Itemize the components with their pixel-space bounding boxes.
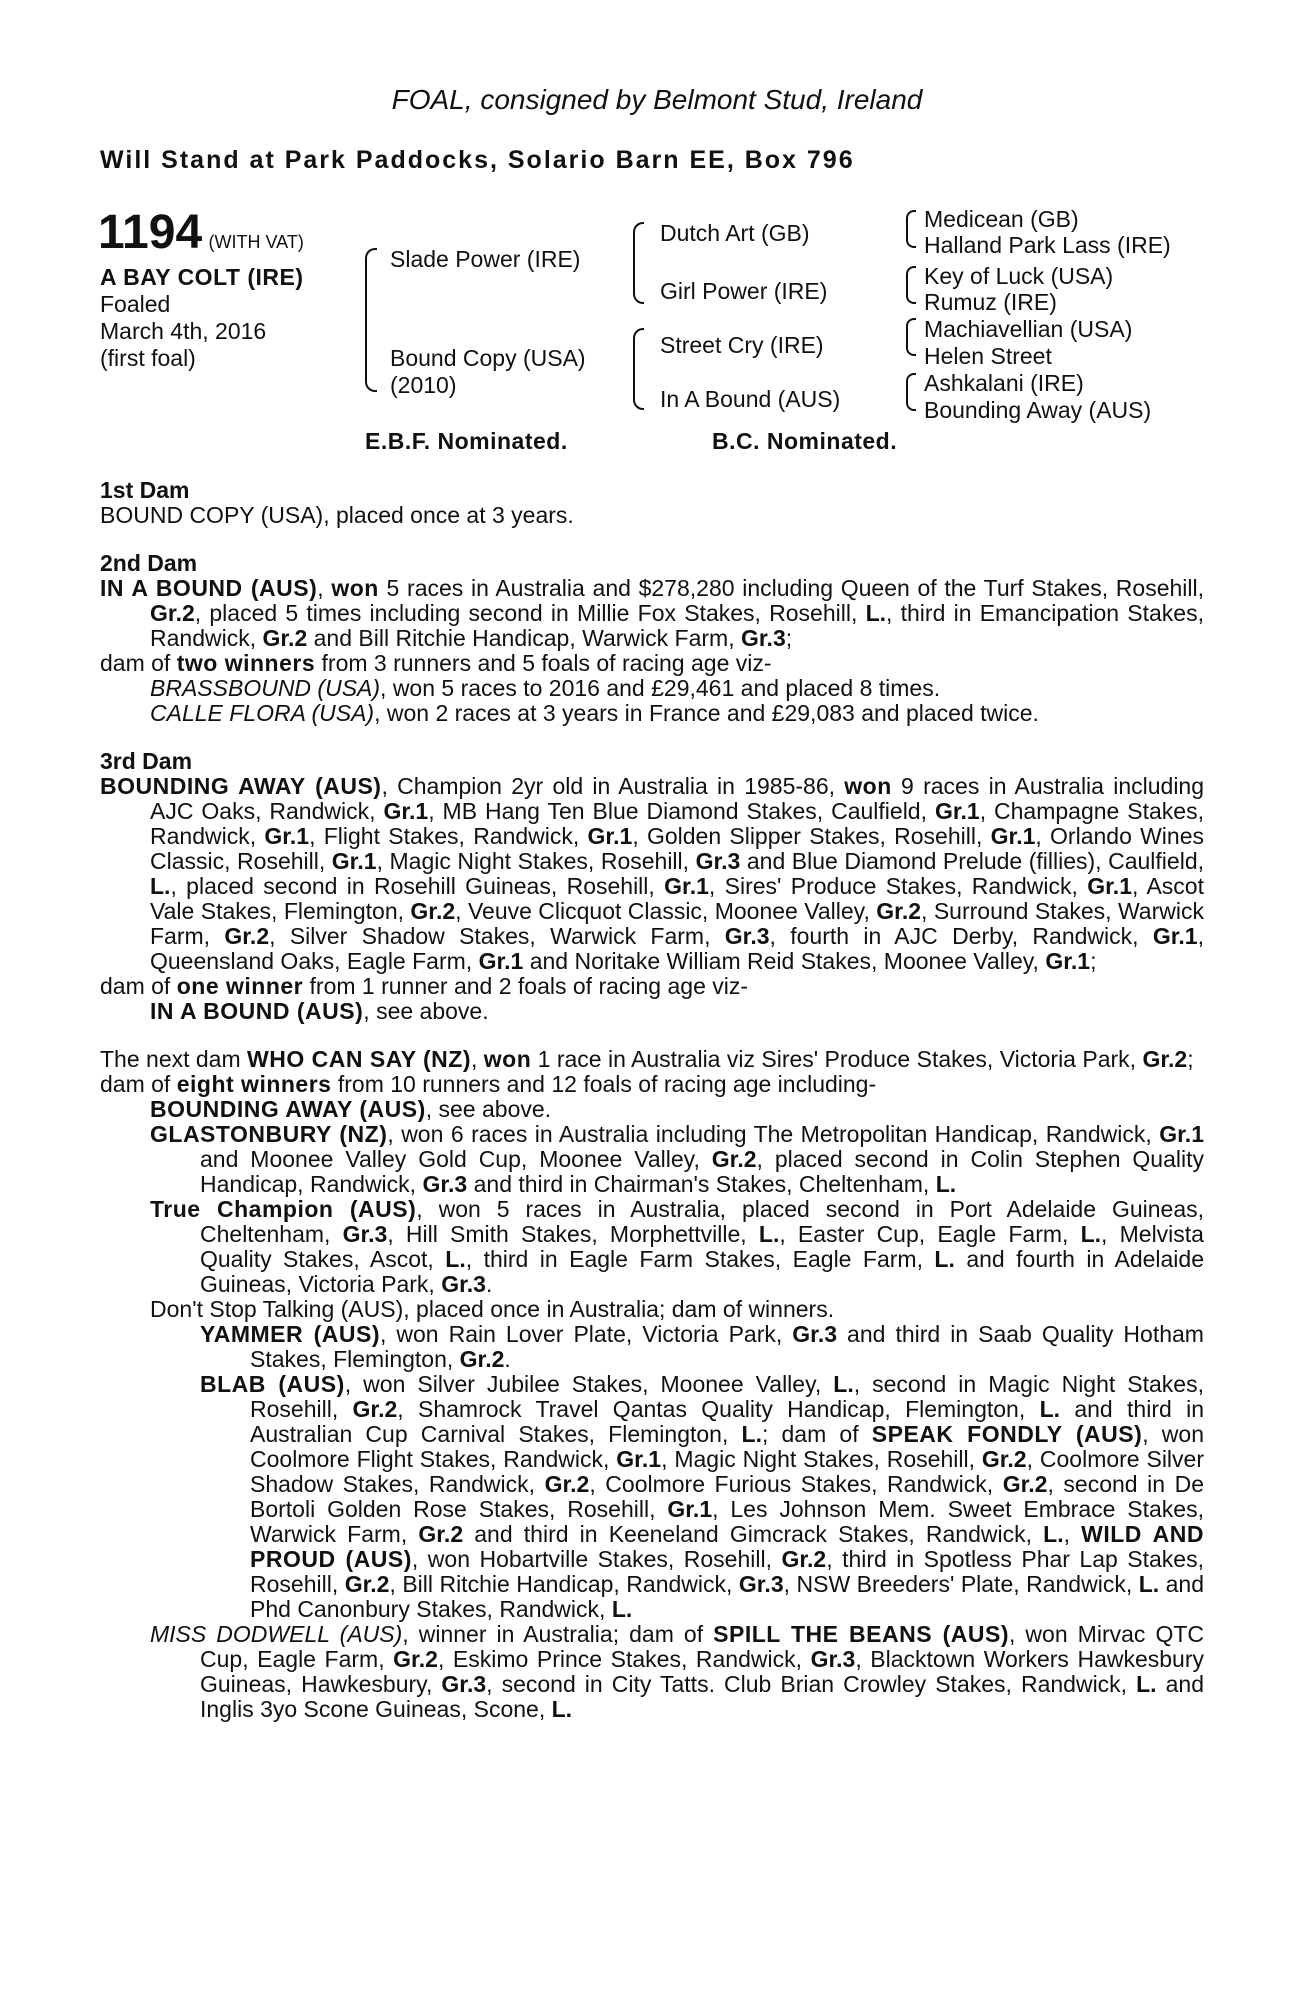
grade: Gr.2: [410, 898, 456, 924]
grade: Gr.2: [781, 1546, 827, 1572]
text: , placed second in Rosehill Guineas, Rosehill,: [170, 873, 665, 899]
text: ,: [1063, 1521, 1082, 1547]
grade: Gr.1: [1159, 1121, 1204, 1147]
text: , Flight Stakes, Randwick,: [309, 823, 588, 849]
first-dam-text: BOUND COPY (USA), placed once at 3 years.: [100, 502, 574, 528]
next-dam-entry: [100, 1047, 1204, 1072]
lot-number: 1194: [98, 206, 203, 259]
won-label: won: [331, 575, 379, 601]
progeny-name: BLAB (AUS): [200, 1371, 345, 1397]
progeny-name: BRASSBOUND (USA): [150, 675, 381, 701]
grade: L.: [935, 1171, 957, 1197]
progeny-name: GLASTONBURY (NZ): [150, 1121, 388, 1147]
lot-title: A BAY COLT (IRE): [100, 264, 304, 290]
text: ;: [1090, 948, 1097, 974]
progeny-entry: [100, 1622, 1204, 1722]
ggp-3: Key of Luck (USA): [924, 263, 1114, 289]
text: , third in Eagle Farm Stakes, Eagle Farm,: [465, 1246, 935, 1272]
grade: Gr.2: [1002, 1471, 1048, 1497]
text: ,: [470, 1046, 484, 1072]
ggp-5: Machiavellian (USA): [924, 316, 1133, 342]
grade: Gr.3: [724, 923, 770, 949]
grade: Gr.1: [990, 823, 1036, 849]
grade: L.: [758, 1221, 780, 1247]
text: , Queensland Oaks, Eagle Farm,: [150, 923, 1204, 974]
text: and Moonee Valley Gold Cup, Moonee Valley,: [200, 1146, 712, 1172]
text: .: [485, 1271, 493, 1297]
progeny-name: CALLE FLORA (USA): [150, 700, 375, 726]
next-dam-name: WHO CAN SAY (NZ): [247, 1046, 471, 1072]
grade: Gr.1: [1152, 923, 1198, 949]
text: and third in Australian Cup Carnival Stakes, Flemington,: [250, 1396, 1204, 1447]
pedigree-brace-main: [365, 248, 377, 392]
grade: Gr.2: [352, 1396, 398, 1422]
grade: Gr.1: [383, 798, 429, 824]
text: and Blue Diamond Prelude (fillies), Caulfield,: [740, 848, 1204, 874]
grade: Gr.3: [738, 1571, 784, 1597]
grade: Gr.3: [342, 1221, 388, 1247]
progeny-entry: [100, 1197, 1204, 1297]
third-dam-entry: [100, 774, 1204, 974]
text: .: [504, 1346, 511, 1372]
text: , second in De Bortoli Golden Rose Stakes, Rosehill,: [250, 1471, 1204, 1522]
text: , fourth in AJC Derby, Randwick,: [769, 923, 1153, 949]
text: , Veuve Clicquot Classic, Moonee Valley,: [455, 898, 877, 924]
text: , Coolmore Furious Stakes, Randwick,: [589, 1471, 1003, 1497]
text: , Magic Night Stakes, Rosehill,: [661, 1446, 982, 1472]
text: , see above.: [363, 998, 489, 1024]
text: The next dam: [100, 1046, 248, 1072]
text: , MB Hang Ten Blue Diamond Stakes, Caulfield,: [428, 798, 935, 824]
ebf-nominated: E.B.F. Nominated.: [365, 428, 568, 454]
third-dam-heading: 3rd Dam: [100, 748, 193, 774]
progeny-entry: [100, 1122, 1204, 1197]
progeny-name: YAMMER (AUS): [200, 1321, 380, 1347]
text: and Bill Ritchie Handicap, Warwick Farm,: [307, 625, 741, 651]
text: , won 5 races in Australia, placed second in Port Adelaide Guineas, Cheltenham,: [200, 1196, 1204, 1247]
grade: Gr.1: [587, 823, 633, 849]
text: and fourth in Adelaide Guineas, Victoria Park,: [200, 1246, 1205, 1297]
progeny-name: True Champion (AUS): [150, 1196, 417, 1222]
text: , placed second in Colin Stephen Quality Handicap, Randwick,: [200, 1146, 1204, 1197]
grade: L.: [741, 1421, 762, 1447]
pedigree-brace-sire: [633, 222, 644, 304]
text: dam of: [100, 1071, 177, 1097]
grade: Gr.2: [981, 1446, 1027, 1472]
grade: Gr.2: [711, 1146, 757, 1172]
text: and third in Saab Quality Hotham Stakes, Flemington,: [250, 1321, 1204, 1372]
sire-sire-name: Dutch Art (GB): [660, 220, 810, 246]
text: , Champion 2yr old in Australia in 1985-86,: [381, 773, 845, 799]
text: ;: [1187, 1046, 1194, 1072]
ggp-1: Medicean (GB): [924, 206, 1079, 232]
brace-gg2: [906, 266, 916, 304]
text: , Silver Shadow Stakes, Warwick Farm,: [269, 923, 725, 949]
text: , NSW Breeders' Plate, Randwick,: [783, 1571, 1139, 1597]
dam-name: Bound Copy (USA): [390, 345, 586, 371]
progeny-name: SPILL THE BEANS (AUS): [713, 1621, 1009, 1647]
grade: L.: [865, 600, 887, 626]
grade: Gr.2: [393, 1646, 438, 1672]
second-dam-entry: IN A BOUND (AUS), won 5 races in Australia and $278,280 including Queen of the Turf Stakes, Rosehill, Gr.2, placed 5 times including second in Millie Fox Stakes, Rosehill, L., third in Emancipation Stakes, Randwick, Gr.2 and Bill Ritchie Handicap, Warwick Farm, Gr.3;: [100, 575, 1204, 651]
text: , Sires' Produce Stakes, Randwick,: [708, 873, 1088, 899]
text: , won Rain Lover Plate, Victoria Park,: [380, 1321, 793, 1347]
first-foal-note: (first foal): [100, 345, 196, 371]
text: , third in Spotless Phar Lap Stakes, Rosehill,: [250, 1546, 1204, 1597]
text: , Eskimo Prince Stakes, Randwick,: [437, 1646, 811, 1672]
grade: Gr.3: [441, 1671, 487, 1697]
text: , placed 5 times including second in Millie Fox Stakes, Rosehill,: [194, 600, 866, 626]
grade: Gr.1: [1045, 948, 1091, 974]
second-dam-name: IN A BOUND (AUS): [100, 575, 318, 601]
grade: Gr.1: [664, 873, 709, 899]
sire-name: Slade Power (IRE): [390, 246, 581, 272]
grade: Gr.1: [934, 798, 980, 824]
lot-number-block: [98, 208, 304, 258]
text: , Ascot Vale Stakes, Flemington,: [150, 873, 1204, 924]
progeny-entry: [100, 999, 1204, 1024]
grade: Gr.2: [262, 625, 308, 651]
text: , second in Magic Night Stakes, Rosehill,: [250, 1371, 1204, 1422]
grade: Gr.2: [344, 1571, 390, 1597]
location-line: Will Stand at Park Paddocks, Solario Barn EE, Box 796: [100, 146, 855, 174]
foaled-label: Foaled: [100, 291, 171, 317]
grade: Gr.2: [150, 600, 195, 626]
progeny-entry: [100, 676, 1204, 701]
text: , won 5 races to 2016 and £29,461 and placed 8 times.: [380, 675, 941, 701]
brace-gg4: [906, 373, 916, 411]
third-dam-name: BOUNDING AWAY (AUS): [100, 773, 382, 799]
grade: L.: [1138, 1571, 1160, 1597]
text: dam of: [100, 650, 177, 676]
grade: L.: [934, 1246, 955, 1272]
pedigree-brace-dam: [633, 328, 644, 410]
grade: Gr.2: [459, 1346, 505, 1372]
grade: L.: [1136, 1671, 1157, 1697]
winners-count: two winners: [176, 650, 316, 676]
text: and third in Chairman's Stakes, Cheltenham,: [467, 1171, 936, 1197]
progeny-name: BOUNDING AWAY (AUS): [150, 1096, 426, 1122]
ggp-6: Helen Street: [924, 343, 1052, 369]
text: and Phd Canonbury Stakes, Randwick,: [250, 1571, 1204, 1622]
text: , see above.: [425, 1096, 552, 1122]
text: , Easter Cup, Eagle Farm,: [779, 1221, 1081, 1247]
grade: Gr.3: [810, 1646, 856, 1672]
grade: Gr.3: [441, 1271, 486, 1297]
text: , won Hobartville Stakes, Rosehill,: [411, 1546, 782, 1572]
second-dam-produce: [100, 651, 1204, 676]
dam-dam-name: In A Bound (AUS): [660, 386, 841, 412]
foaled-date: March 4th, 2016: [100, 318, 267, 344]
grade: Gr.1: [478, 948, 524, 974]
text: , Bill Ritchie Handicap, Randwick,: [389, 1571, 739, 1597]
grade: L.: [1043, 1521, 1064, 1547]
progeny-entry: Don't Stop Talking (AUS), placed once in Australia; dam of winners.: [150, 1296, 835, 1322]
progeny-name: WILD AND PROUD (AUS): [250, 1521, 1205, 1572]
grade: L.: [150, 873, 171, 899]
first-dam-heading: 1st Dam: [100, 477, 190, 503]
text: , second in City Tatts. Club Brian Crowley Stakes, Randwick,: [486, 1671, 1137, 1697]
bc-nominated: B.C. Nominated.: [712, 428, 898, 454]
ggp-4: Rumuz (IRE): [924, 289, 1057, 315]
text: , Champagne Stakes, Randwick,: [150, 798, 1204, 849]
grade: Gr.3: [792, 1321, 838, 1347]
text: and third in Keeneland Gimcrack Stakes, Randwick,: [463, 1521, 1044, 1547]
text: from 3 runners and 5 foals of racing age viz-: [315, 650, 772, 676]
text: , won Silver Jubilee Stakes, Moonee Valley,: [344, 1371, 834, 1397]
text: ;: [785, 625, 793, 651]
progeny-name: MISS DODWELL (AUS): [150, 1621, 403, 1647]
winners-count: eight winners: [176, 1071, 332, 1097]
grade: Gr.2: [1142, 1046, 1188, 1072]
text: , third in Emancipation Stakes, Randwick,: [150, 600, 1204, 651]
grade: L.: [1080, 1221, 1102, 1247]
text: from 1 runner and 2 foals of racing age viz-: [303, 973, 749, 999]
progeny-entry: [100, 701, 1204, 726]
third-dam-produce: [100, 974, 1204, 999]
grade: L.: [551, 1696, 573, 1722]
dam-details: [100, 478, 1204, 1722]
progeny-entry: [100, 1322, 1204, 1372]
grade: Gr.3: [422, 1171, 468, 1197]
grade: Gr.2: [224, 923, 270, 949]
text: , won 2 races at 3 years in France and £29,083 and placed twice.: [374, 700, 1039, 726]
text: and Noritake William Reid Stakes, Moonee Valley,: [523, 948, 1046, 974]
text: , Hill Smith Stakes, Morphettville,: [387, 1221, 759, 1247]
text: , Magic Night Stakes, Rosehill,: [376, 848, 696, 874]
grade: L.: [1039, 1396, 1061, 1422]
text: , won Coolmore Flight Stakes, Randwick,: [250, 1421, 1204, 1472]
text: , Orlando Wines Classic, Rosehill,: [150, 823, 1205, 874]
ggp-8: Bounding Away (AUS): [924, 397, 1152, 423]
grade: Gr.1: [264, 823, 310, 849]
text: 5 races in Australia and $278,280 including Queen of the Turf Stakes, Rosehill,: [378, 575, 1204, 601]
dam-sire-name: Street Cry (IRE): [660, 332, 824, 358]
text: , winner in Australia; dam of: [402, 1621, 714, 1647]
progeny-entry: [100, 1372, 1204, 1622]
grade: Gr.2: [876, 898, 922, 924]
brace-gg1: [906, 210, 916, 248]
won-label: won: [844, 773, 892, 799]
text: 1 race in Australia viz Sires' Produce Stakes, Victoria Park,: [531, 1046, 1143, 1072]
brace-gg3: [906, 318, 916, 356]
text: , Les Johnson Mem. Sweet Embrace Stakes, Warwick Farm,: [250, 1496, 1204, 1547]
text: , Surround Stakes, Warwick Farm,: [150, 898, 1204, 949]
progeny-name: IN A BOUND (AUS): [150, 998, 364, 1024]
text: , Coolmore Silver Shadow Stakes, Randwick,: [250, 1446, 1204, 1497]
grade: Gr.2: [544, 1471, 590, 1497]
grade: Gr.3: [695, 848, 741, 874]
grade: Gr.3: [740, 625, 786, 651]
progeny-entry: [100, 1097, 1204, 1122]
consignment-line: FOAL, consigned by Belmont Stud, Ireland: [391, 84, 923, 115]
ggp-7: Ashkalani (IRE): [924, 370, 1084, 396]
dam-year: (2010): [390, 372, 457, 398]
won-label: won: [483, 1046, 532, 1072]
grade: L.: [611, 1596, 633, 1622]
grade: Gr.1: [331, 848, 377, 874]
grade: L.: [833, 1371, 854, 1397]
text: ; dam of: [761, 1421, 872, 1447]
sire-dam-name: Girl Power (IRE): [660, 278, 828, 304]
text: , Golden Slipper Stakes, Rosehill,: [632, 823, 991, 849]
next-dam-produce: [100, 1072, 1204, 1097]
text: from 10 runners and 12 foals of racing age including-: [331, 1071, 877, 1097]
second-dam-heading: 2nd Dam: [100, 550, 198, 576]
grade: Gr.2: [418, 1521, 464, 1547]
text: , won Mirvac QTC Cup, Eagle Farm,: [200, 1621, 1204, 1672]
ggp-2: Halland Park Lass (IRE): [924, 232, 1171, 258]
text: dam of: [100, 973, 177, 999]
grade: Gr.1: [616, 1446, 662, 1472]
text: , Melvista Quality Stakes, Ascot,: [200, 1221, 1204, 1272]
grade: L.: [445, 1246, 466, 1272]
progeny-name: SPEAK FONDLY (AUS): [871, 1421, 1143, 1447]
text: , Shamrock Travel Qantas Quality Handicap, Flemington,: [397, 1396, 1040, 1422]
text: , Blacktown Workers Hawkesbury Guineas, Hawkesbury,: [200, 1646, 1205, 1697]
grade: Gr.1: [667, 1496, 713, 1522]
text: 9 races in Australia including AJC Oaks, Randwick,: [150, 773, 1205, 824]
winners-count: one winner: [176, 973, 304, 999]
grade: Gr.1: [1087, 873, 1132, 899]
text: , won 6 races in Australia including The Metropolitan Handicap, Randwick,: [387, 1121, 1160, 1147]
vat-note: (WITH VAT): [208, 232, 304, 252]
text: and Inglis 3yo Scone Guineas, Scone,: [200, 1671, 1205, 1722]
